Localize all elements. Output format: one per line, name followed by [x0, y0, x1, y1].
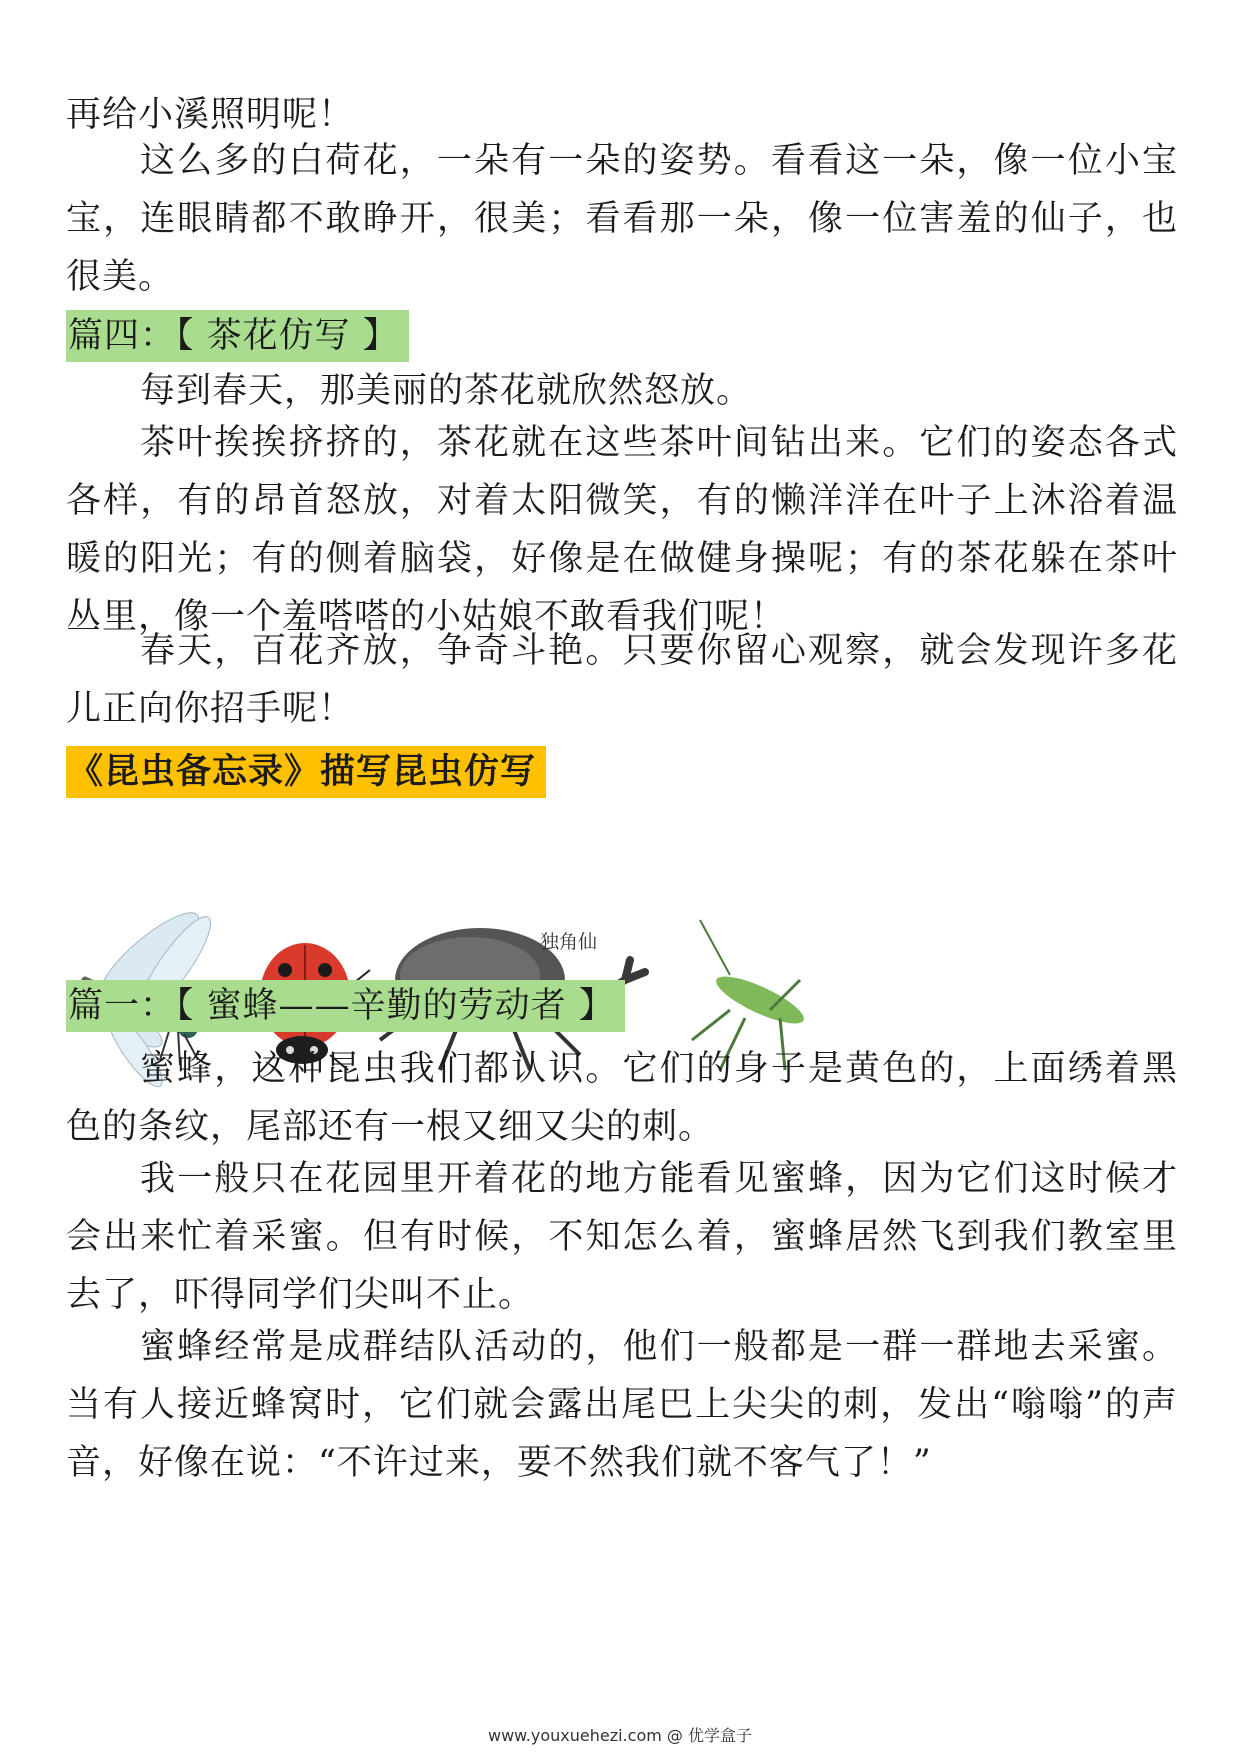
section-heading-tea-flower: 篇四：【 茶花仿写 】 — [66, 310, 409, 362]
tea-paragraph-3: 春天，百花齐放，争奇斗艳。只要你留心观察，就会发现许多花儿正向你招手呢！ — [66, 631, 1178, 729]
section-heading-bee: 篇一：【 蜜蜂——辛勤的劳动者 】 — [66, 980, 625, 1032]
intro-paragraph: 这么多的白荷花，一朵有一朵的姿势。看看这一朵，像一位小宝宝，连眼睛都不敢睁开，很美；看看那一朵，像一位害羞的仙子，也很美。 — [66, 141, 1178, 297]
bee-paragraph-1: 蜜蜂，这种昆虫我们都认识。它们的身子是黄色的，上面绣着黑色的条纹，尾部还有一根又细又尖的刺。 — [66, 1049, 1178, 1147]
tea-paragraph-2: 茶叶挨挨挤挤的，茶花就在这些茶叶间钻出来。它们的姿态各式各样，有的昂首怒放，对着太阳微笑，有的懒洋洋在叶子上沐浴着温暖的阳光；有的侧着脑袋，好像是在做健身操呢；有的茶花躲在茶叶丛里，像一个羞嗒嗒的小姑娘不敢看我们呢！ — [66, 423, 1178, 637]
tea-paragraph-1: 每到春天，那美丽的茶花就欣然怒放。 — [140, 371, 753, 411]
bee-paragraph-2: 我一般只在花园里开着花的地方能看见蜜蜂，因为它们这时候才会出来忙着采蜜。但有时候，不知怎么着，蜜蜂居然飞到我们教室里去了，吓得同学们尖叫不止。 — [66, 1159, 1178, 1315]
beetle-caption: 独角仙 — [540, 931, 598, 953]
section-heading-insect-memo: 《昆虫备忘录》描写昆虫仿写 — [66, 746, 546, 798]
bee-paragraph-3: 蜜蜂经常是成群结队活动的，他们一般都是一群一群地去采蜜。当有人接近蜂窝时，它们就会露出尾巴上尖尖的刺，发出“嗡嗡”的声音，好像在说：“不许过来，要不然我们就不客气了！” — [66, 1327, 1178, 1483]
page-footer: www.youxuehezi.com @ 优学盒子 — [488, 1726, 752, 1745]
intro-line: 再给小溪照明呢！ — [66, 95, 355, 135]
